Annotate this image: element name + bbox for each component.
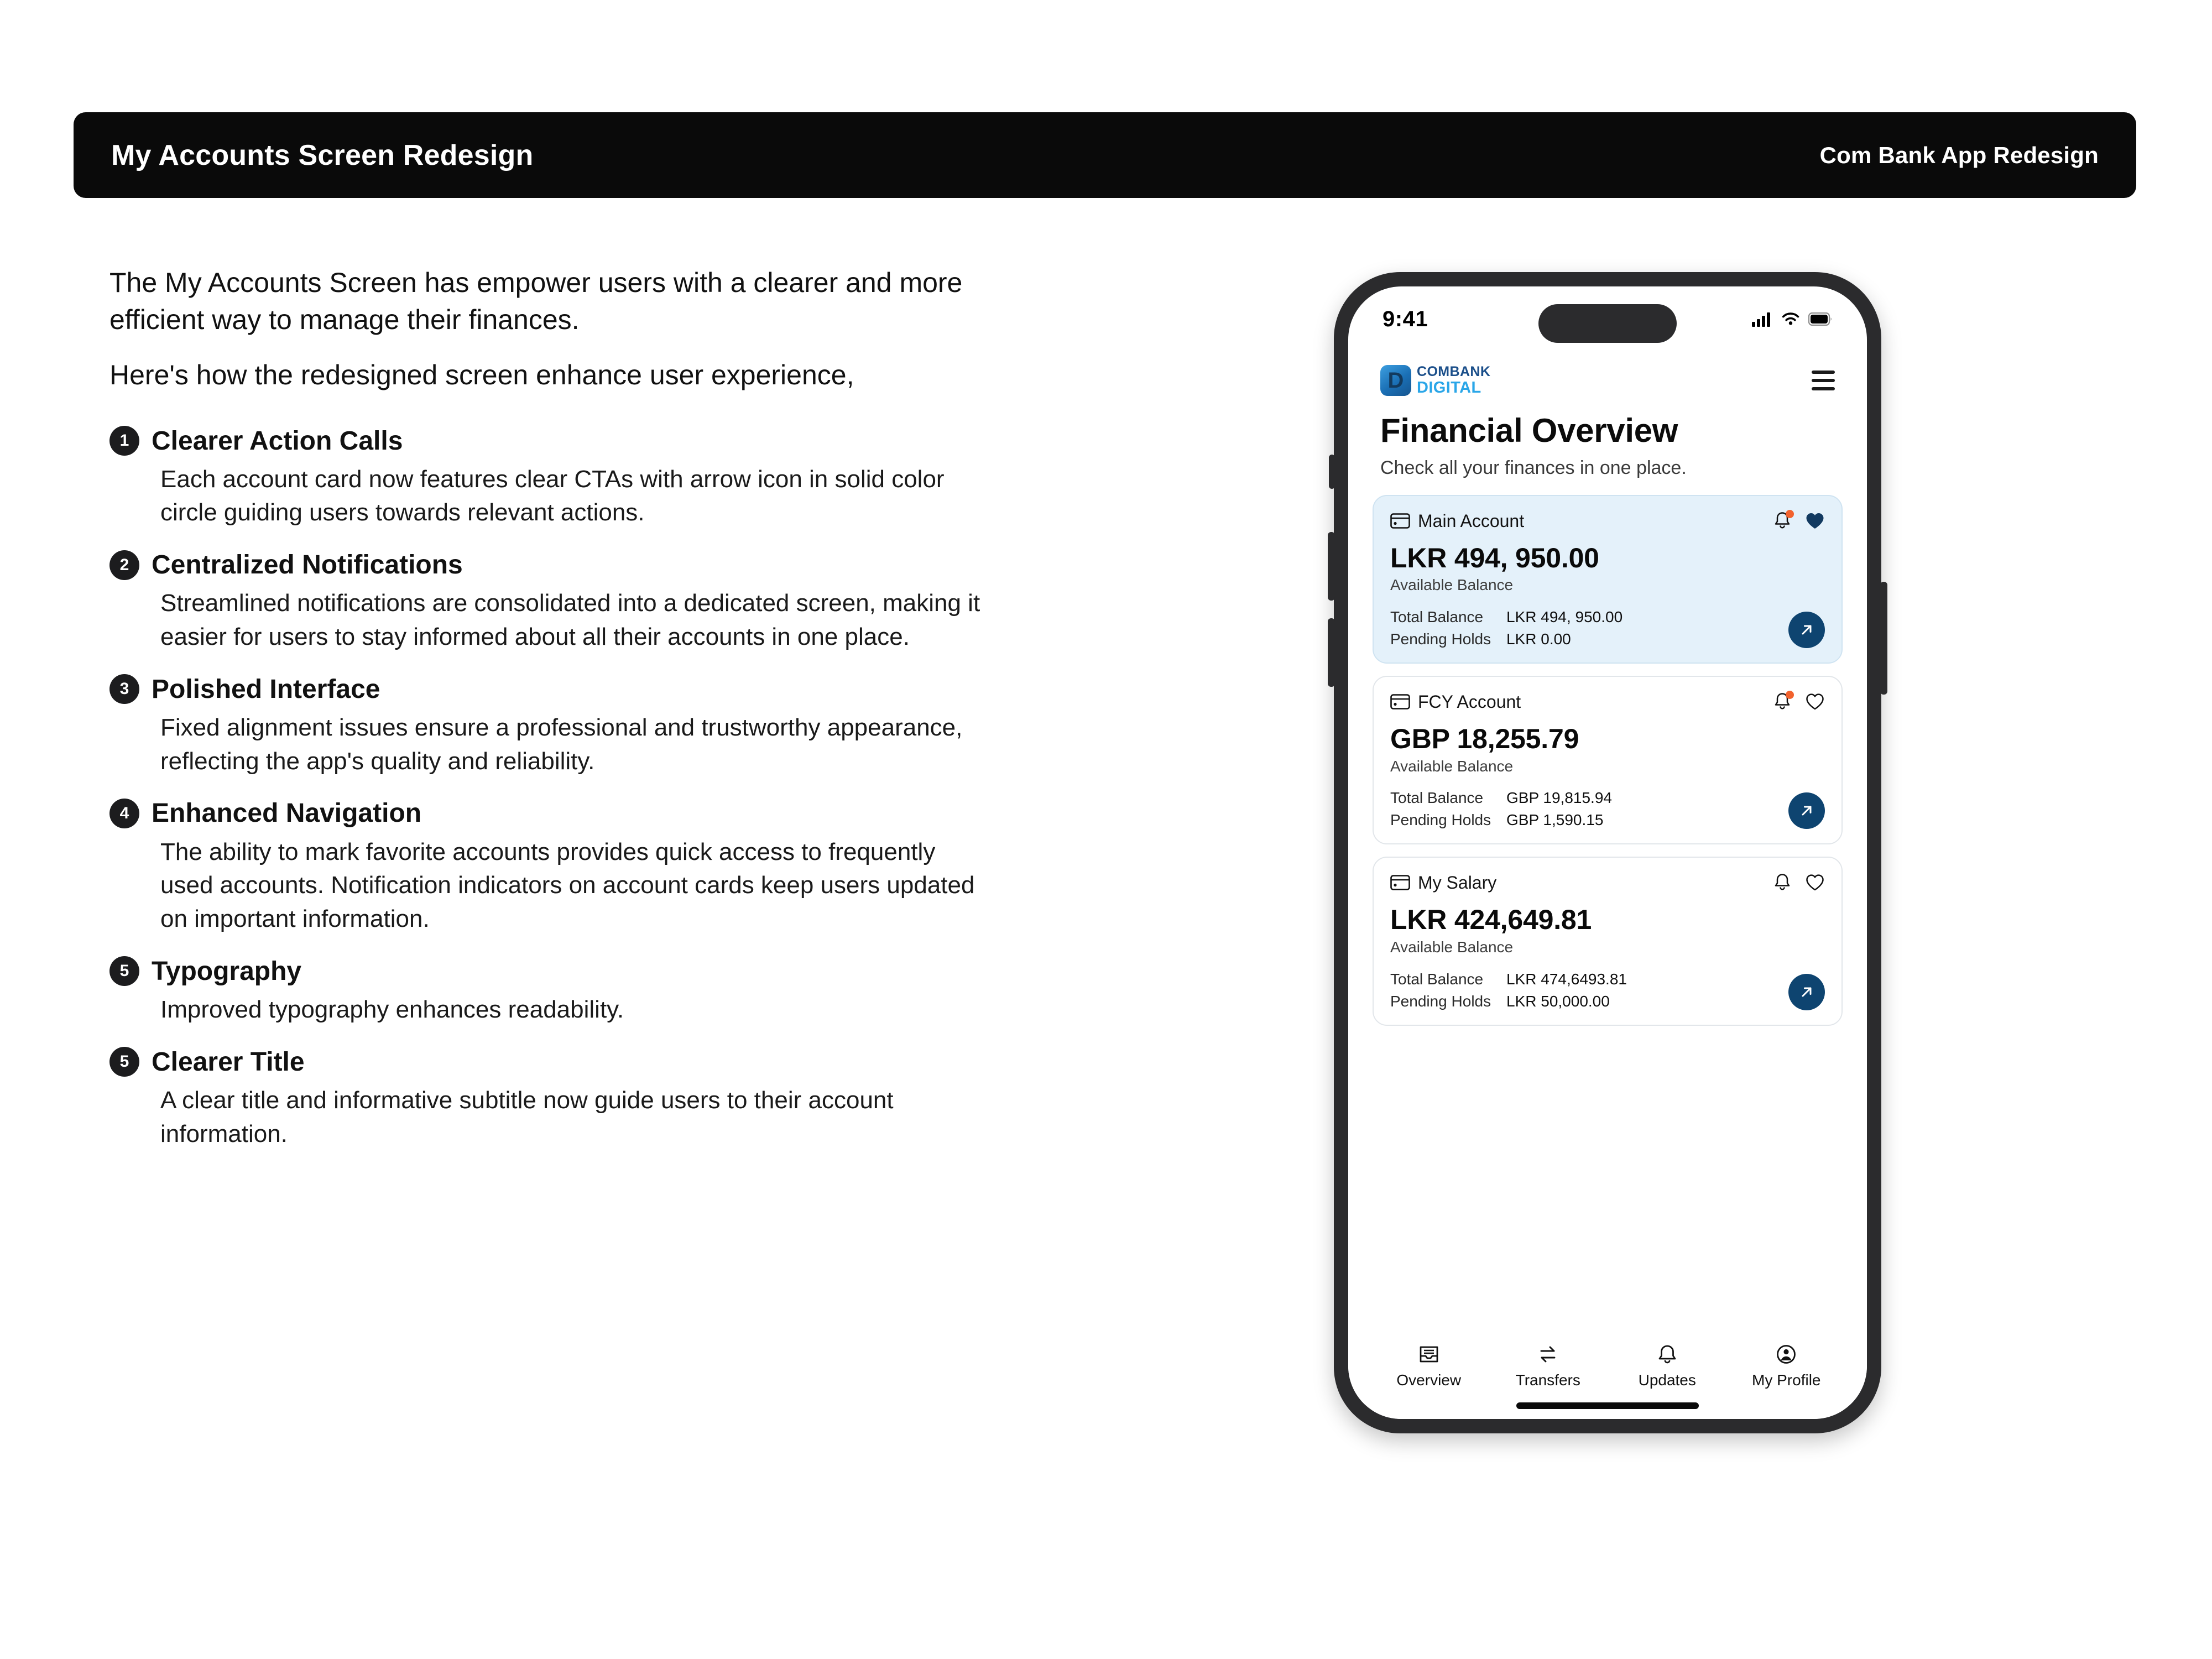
feature-title: Typography: [152, 956, 302, 986]
tab-label: Updates: [1638, 1371, 1696, 1389]
status-time: 9:41: [1383, 306, 1428, 331]
feature-heading: [109, 674, 1016, 705]
heart-filled-icon[interactable]: [1805, 512, 1825, 530]
pending-holds-label: Pending Holds: [1390, 811, 1491, 829]
feature-item: [109, 426, 1016, 530]
phone-mockup: [1334, 272, 1881, 1389]
feature-number-badge: 1: [109, 426, 139, 456]
account-identity: [1390, 512, 1524, 530]
account-card-actions: [1773, 510, 1825, 531]
feature-item: [109, 550, 1016, 654]
feature-heading: [109, 426, 1016, 456]
account-cta-button[interactable]: [1788, 974, 1825, 1010]
phone-screen: [1348, 286, 1867, 1419]
heart-outline-icon[interactable]: [1805, 873, 1825, 892]
feature-title: Enhanced Navigation: [152, 799, 422, 828]
total-balance-label: Total Balance: [1390, 789, 1484, 807]
page-subtitle: Check all your finances in one place.: [1380, 457, 1687, 478]
total-balance-value: LKR 494, 950.00: [1506, 608, 1623, 626]
account-card[interactable]: [1373, 676, 1843, 844]
account-card[interactable]: [1373, 857, 1843, 1025]
notification-bell-wrapper[interactable]: [1773, 872, 1793, 893]
bottom-tab-bar: [1348, 1331, 1867, 1419]
pending-holds-value: LKR 0.00: [1506, 630, 1571, 648]
hamburger-line: [1812, 387, 1835, 390]
feature-number-badge: 5: [109, 1047, 139, 1077]
wifi-icon: [1781, 311, 1801, 327]
credit-card-icon: [1390, 693, 1410, 710]
arrow-up-right-icon: [1798, 802, 1815, 820]
page-title: Financial Overview: [1380, 412, 1678, 449]
notification-bell-wrapper[interactable]: [1773, 510, 1793, 531]
total-balance-value: GBP 19,815.94: [1506, 789, 1612, 807]
account-card-header: [1390, 872, 1825, 893]
pending-holds-row: [1390, 630, 1825, 648]
feature-item: [109, 674, 1016, 779]
inbox-tray-icon: [1416, 1342, 1442, 1367]
status-icons: [1752, 311, 1833, 327]
app-header: [1348, 352, 1867, 396]
available-balance-label: Available Balance: [1390, 576, 1514, 594]
content-column: [109, 264, 1016, 1171]
hamburger-line: [1812, 371, 1835, 374]
feature-description: The ability to mark favorite accounts provides quick access to frequently used accounts. Notification indicators on account cards keep users updated on important information.: [160, 838, 975, 932]
tab-label: Transfers: [1515, 1371, 1580, 1389]
phone-frame: [1334, 272, 1881, 1433]
available-balance-label: Available Balance: [1390, 757, 1514, 775]
feature-description: Improved typography enhances readability.: [160, 995, 624, 1023]
account-identity: [1390, 874, 1496, 891]
pending-holds-row: [1390, 993, 1825, 1010]
feature-heading: [109, 1047, 1016, 1077]
hamburger-line: [1812, 379, 1835, 382]
tab-overview[interactable]: [1369, 1342, 1489, 1388]
volume-down-button[interactable]: [1328, 618, 1335, 687]
pending-holds-label: Pending Holds: [1390, 630, 1491, 648]
feature-heading: [109, 550, 1016, 580]
notification-dot-badge: [1786, 691, 1794, 699]
user-circle-icon: [1773, 1342, 1799, 1367]
logo-wordmark: [1417, 365, 1490, 396]
tab-list: [1369, 1342, 1846, 1388]
feature-description: Fixed alignment issues ensure a professional and trustworthy appearance, reflecting the app's quality and reliability.: [160, 713, 963, 775]
total-balance-label: Total Balance: [1390, 608, 1484, 626]
account-detail-rows: [1390, 608, 1825, 648]
combank-digital-logo: [1380, 365, 1490, 396]
account-name: Main Account: [1418, 510, 1525, 531]
credit-card-icon: [1390, 874, 1410, 891]
tab-updates[interactable]: [1608, 1342, 1727, 1388]
home-indicator: [1516, 1402, 1699, 1409]
total-balance-row: [1390, 608, 1825, 626]
available-balance-label: Available Balance: [1390, 938, 1514, 956]
tab-transfers[interactable]: [1489, 1342, 1608, 1388]
feature-item: [109, 956, 1016, 1027]
tab-my-profile[interactable]: [1727, 1342, 1846, 1388]
pending-holds-value: GBP 1,590.15: [1506, 811, 1604, 829]
credit-card-icon: [1390, 513, 1410, 529]
account-cta-button[interactable]: [1788, 792, 1825, 829]
slide-title: My Accounts Screen Redesign: [111, 139, 534, 171]
account-card-actions: [1773, 872, 1825, 893]
silent-switch[interactable]: [1329, 455, 1335, 489]
volume-up-button[interactable]: [1328, 532, 1335, 601]
tab-label: My Profile: [1752, 1371, 1821, 1389]
feature-number-badge: 5: [109, 956, 139, 986]
intro-paragraph-2: Here's how the redesigned screen enhance user experience,: [109, 359, 854, 390]
battery-icon: [1808, 312, 1833, 326]
arrow-up-right-icon: [1798, 983, 1815, 1001]
combank-logo-mark-icon: [1380, 365, 1411, 396]
pending-holds-value: LKR 50,000.00: [1506, 992, 1610, 1010]
feature-title: Clearer Title: [152, 1047, 305, 1077]
logo-d-glyph: D: [1387, 368, 1404, 393]
account-cta-button[interactable]: [1788, 612, 1825, 648]
feature-title: Clearer Action Calls: [152, 426, 403, 456]
status-bar: [1348, 286, 1867, 352]
feature-description: A clear title and informative subtitle now guide users to their account information.: [160, 1086, 894, 1147]
account-card-header: [1390, 510, 1825, 531]
feature-title: Centralized Notifications: [152, 550, 463, 580]
tab-label: Overview: [1396, 1371, 1462, 1389]
notification-bell-wrapper[interactable]: [1773, 691, 1793, 712]
account-card[interactable]: [1373, 495, 1843, 664]
logo-text-digital: DIGITAL: [1417, 379, 1481, 397]
intro-paragraph-1: The My Accounts Screen has empower users with a clearer and more efficient way to manage their finances.: [109, 267, 963, 335]
feature-heading: [109, 956, 1016, 987]
account-card-header: [1390, 691, 1825, 712]
account-name: My Salary: [1418, 873, 1497, 893]
feature-number-badge: 2: [109, 550, 139, 580]
total-balance-row: [1390, 789, 1825, 807]
available-balance-amount: GBP 18,255.79: [1390, 723, 1579, 755]
project-name: Com Bank App Redesign: [1819, 142, 2099, 168]
account-identity: [1390, 693, 1521, 711]
hamburger-menu-icon[interactable]: [1812, 371, 1835, 390]
cellular-signal-icon: [1752, 311, 1773, 327]
available-balance-amount: LKR 424,649.81: [1390, 904, 1592, 936]
feature-description: Streamlined notifications are consolidated into a dedicated screen, making it easier for users to stay informed about all their accounts in one place.: [160, 589, 980, 651]
account-name: FCY Account: [1418, 692, 1521, 712]
feature-item: [109, 798, 1016, 936]
feature-number-badge: 3: [109, 674, 139, 704]
notification-dot-badge: [1786, 510, 1794, 518]
bell-icon: [1655, 1342, 1680, 1367]
bell-icon: [1773, 872, 1792, 893]
available-balance-amount: LKR 494, 950.00: [1390, 542, 1599, 573]
logo-text-combank: COMBANK: [1417, 364, 1491, 379]
account-detail-rows: [1390, 971, 1825, 1010]
feature-heading: [109, 798, 1016, 828]
swap-arrows-icon: [1535, 1342, 1561, 1367]
feature-description: Each account card now features clear CTAs with arrow icon in solid color circle guiding users towards relevant actions.: [160, 465, 945, 526]
slide-header-bar: [74, 112, 2136, 198]
arrow-up-right-icon: [1798, 621, 1815, 639]
account-detail-rows: [1390, 789, 1825, 829]
pending-holds-row: [1390, 811, 1825, 829]
screen-title-block: [1348, 396, 1867, 479]
account-card-actions: [1773, 691, 1825, 712]
pending-holds-label: Pending Holds: [1390, 992, 1491, 1010]
total-balance-value: LKR 474,6493.81: [1506, 970, 1627, 988]
feature-number-badge: 4: [109, 799, 139, 828]
heart-outline-icon[interactable]: [1805, 692, 1825, 711]
total-balance-label: Total Balance: [1390, 970, 1484, 988]
total-balance-row: [1390, 971, 1825, 988]
feature-title: Polished Interface: [152, 674, 380, 704]
feature-item: [109, 1047, 1016, 1151]
power-button[interactable]: [1880, 582, 1887, 695]
account-card-list: [1348, 479, 1867, 1026]
